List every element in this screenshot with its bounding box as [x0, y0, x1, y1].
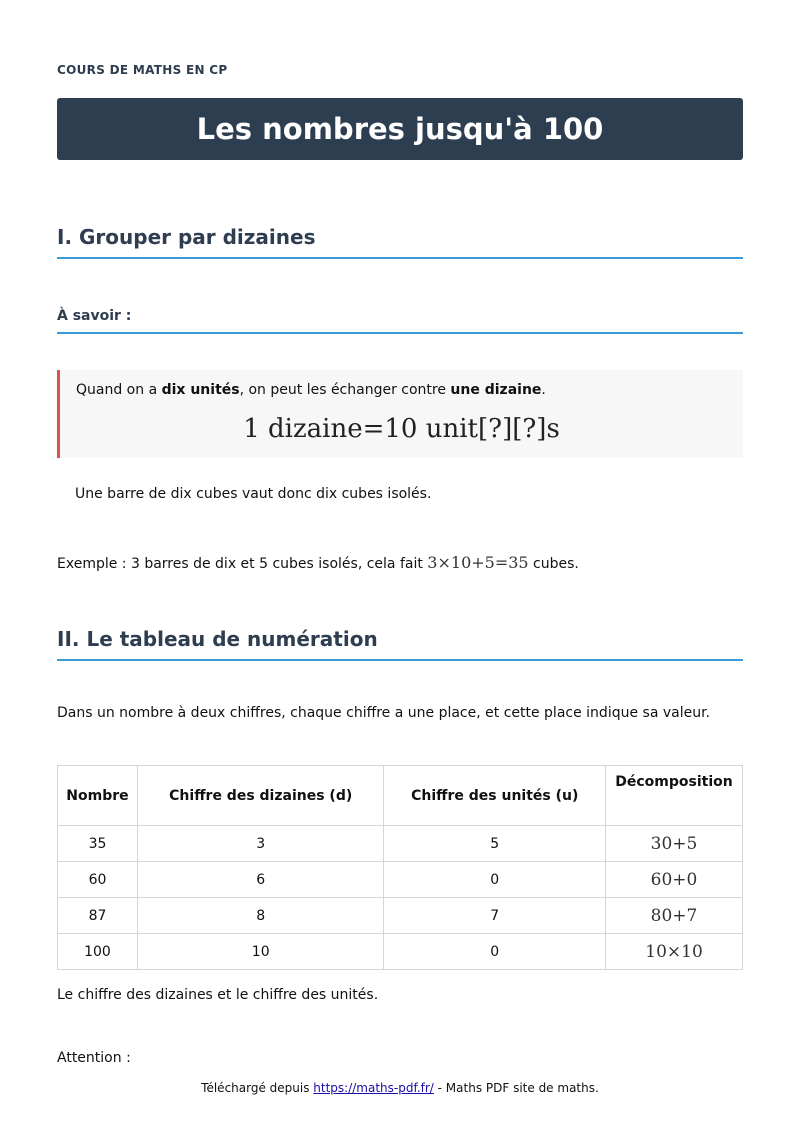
- table-header-row: [58, 766, 743, 826]
- header-unites: Chiffre des unités (u): [384, 766, 606, 826]
- example-text: [57, 553, 579, 572]
- page-footer: [0, 1081, 800, 1095]
- header-dizaines: Chiffre des dizaines (d): [137, 766, 384, 826]
- cell-decomposition: 10×10: [606, 934, 743, 970]
- cell-unites: 7: [384, 898, 606, 934]
- footer-prefix: Téléchargé depuis: [201, 1081, 314, 1095]
- header-nombre: Nombre: [58, 766, 138, 826]
- section-2-intro: Dans un nombre à deux chiffres, chaque chiffre a une place, et cette place indique sa valeur.: [57, 705, 711, 721]
- definition-text: [76, 382, 546, 398]
- after-table-text: Le chiffre des dizaines et le chiffre des unités.: [57, 987, 379, 1003]
- cell-nombre: 35: [58, 826, 138, 862]
- cell-dizaines: 10: [137, 934, 384, 970]
- after-box-text: Une barre de dix cubes vaut donc dix cubes isolés.: [75, 486, 432, 502]
- cell-unites: 0: [384, 934, 606, 970]
- example-prefix: Exemple : 3 barres de dix et 5 cubes isolés, cela fait: [57, 556, 428, 572]
- footer-suffix: - Maths PDF site de maths.: [433, 1081, 599, 1095]
- a-savoir-heading: À savoir :: [57, 308, 743, 334]
- page-kicker: COURS DE MATHS EN CP: [57, 63, 228, 77]
- definition-bold-dix-unites: dix unités: [161, 382, 240, 398]
- cell-dizaines: 8: [137, 898, 384, 934]
- cell-nombre: 100: [58, 934, 138, 970]
- numeration-table: [57, 765, 743, 970]
- definition-text-part: Quand on a: [76, 382, 162, 398]
- cell-nombre: 60: [58, 862, 138, 898]
- definition-bold-une-dizaine: une dizaine: [450, 382, 542, 398]
- cell-decomposition: 30+5: [606, 826, 743, 862]
- section-2-title: II. Le tableau de numération: [57, 627, 743, 661]
- page-title: Les nombres jusqu'à 100: [196, 112, 604, 146]
- title-banner: [57, 98, 743, 160]
- table-row: [58, 898, 743, 934]
- section-1-title: I. Grouper par dizaines: [57, 225, 743, 259]
- table-row: [58, 934, 743, 970]
- table-row: [58, 826, 743, 862]
- cell-decomposition: 80+7: [606, 898, 743, 934]
- example-suffix: cubes.: [528, 556, 579, 572]
- definition-formula: 1 dizaine=10 unit[?][?]s: [243, 414, 560, 444]
- cell-nombre: 87: [58, 898, 138, 934]
- header-decomposition: Décomposition: [606, 766, 743, 826]
- definition-box: [57, 370, 743, 458]
- cell-unites: 0: [384, 862, 606, 898]
- cell-dizaines: 3: [137, 826, 384, 862]
- definition-text-part: .: [541, 382, 546, 398]
- example-math: 3×10+5=35: [427, 553, 529, 572]
- definition-text-part: , on peut les échanger contre: [239, 382, 451, 398]
- table-row: [58, 862, 743, 898]
- cell-decomposition: 60+0: [606, 862, 743, 898]
- footer-link[interactable]: https://maths-pdf.fr/: [313, 1081, 434, 1095]
- cell-unites: 5: [384, 826, 606, 862]
- cell-dizaines: 6: [137, 862, 384, 898]
- attention-label: Attention :: [57, 1050, 131, 1066]
